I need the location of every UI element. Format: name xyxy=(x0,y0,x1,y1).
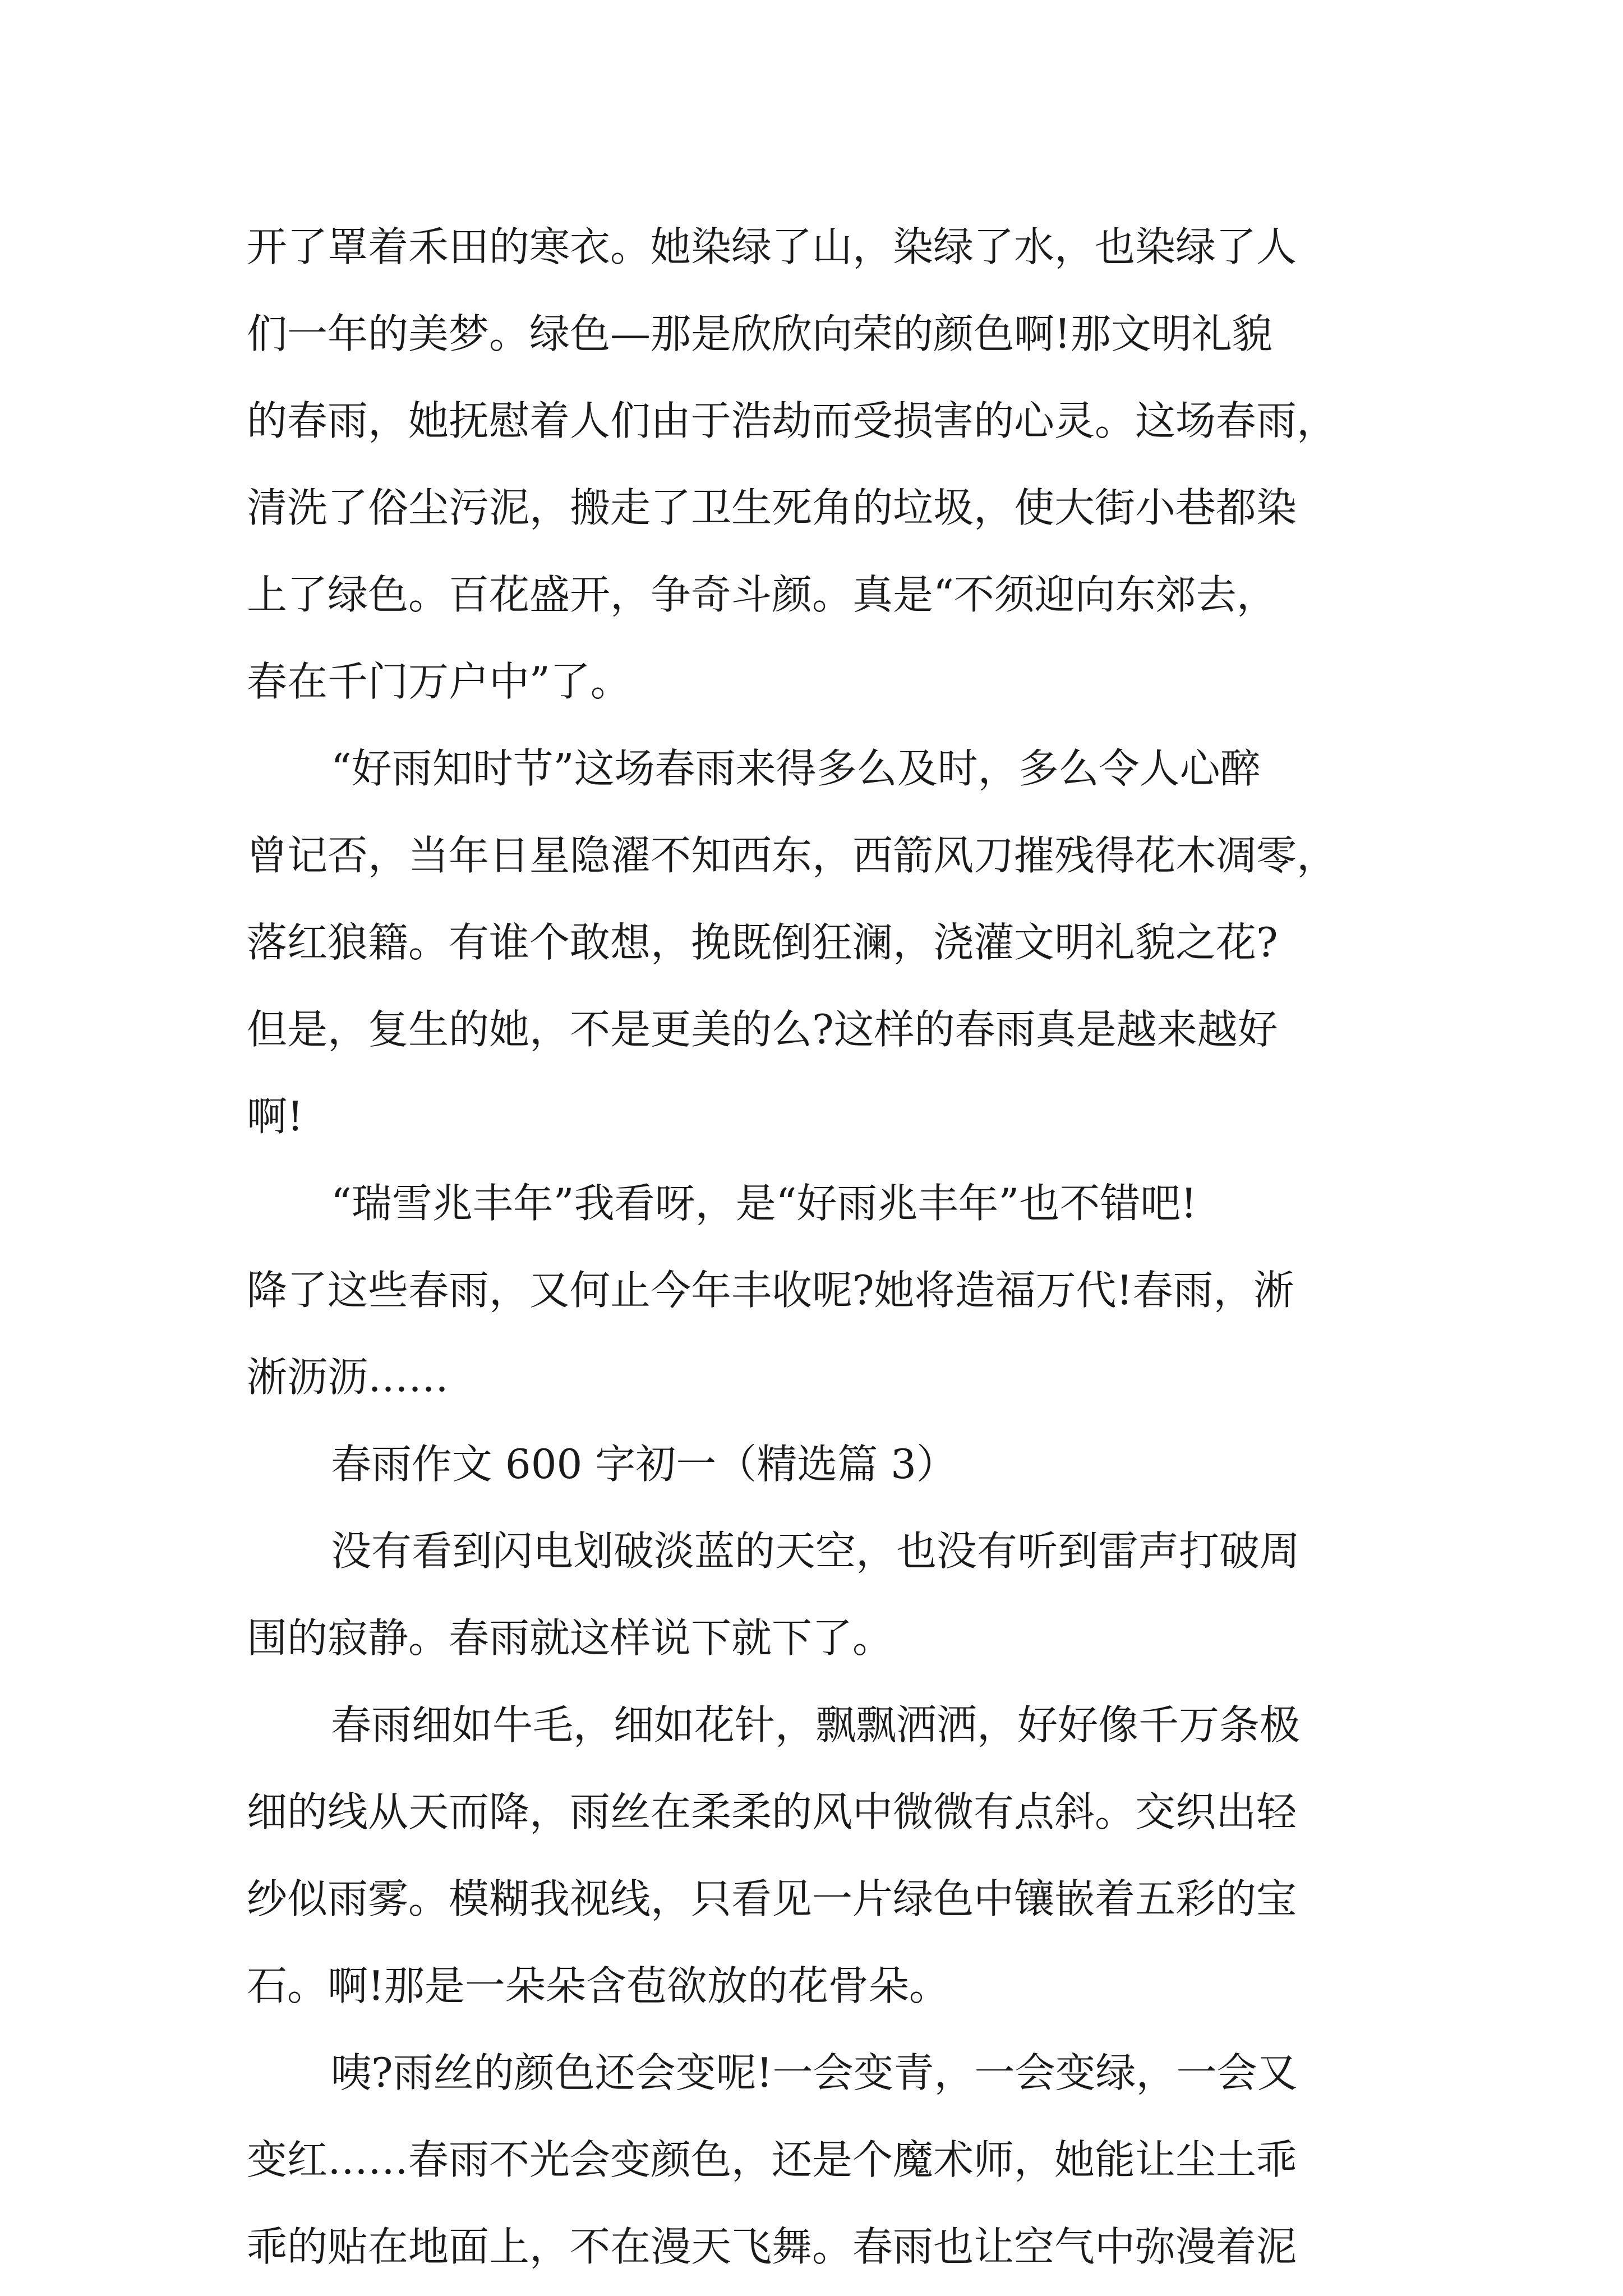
text-line: 变红……春雨不光会变颜色，还是个魔术师，她能让尘土乖 xyxy=(247,2136,1297,2183)
text-line: 们一年的美梦。绿色—那是欣欣向荣的颜色啊!那文明礼貌 xyxy=(247,310,1272,357)
text-line: 落红狼籍。有谁个敢想，挽既倒狂澜，浇灌文明礼貌之花? xyxy=(247,919,1278,966)
paragraph-start-line: 春雨细如牛毛，细如花针，飘飘洒洒，好好像千万条极 xyxy=(331,1701,1301,1749)
text-line: 清洗了俗尘污泥，搬走了卫生死角的垃圾，使大街小巷都染 xyxy=(247,484,1297,531)
text-line: 春在千门万户中”了。 xyxy=(247,658,631,705)
text-line: 围的寂静。春雨就这样说下就下了。 xyxy=(247,1614,893,1662)
paragraph-start-line: “瑞雪兆丰年”我看呀，是“好雨兆丰年”也不错吧! xyxy=(331,1180,1197,1227)
text-line: 的春雨，她抚慰着人们由于浩劫而受损害的心灵。这场春雨， xyxy=(247,397,1338,444)
text-line: 但是，复生的她，不是更美的么?这样的春雨真是越来越好 xyxy=(247,1006,1278,1053)
text-line: 啊! xyxy=(247,1093,303,1140)
text-line: 纱似雨雾。模糊我视线，只看见一片绿色中镶嵌着五彩的宝 xyxy=(247,1875,1297,1922)
section-heading: 春雨作文 600 字初一（精选篇 3） xyxy=(331,1441,957,1488)
text-line: 淅沥沥…… xyxy=(247,1354,449,1401)
text-line: 细的线从天而降，雨丝在柔柔的风中微微有点斜。交织出轻 xyxy=(247,1788,1297,1835)
paragraph-start-line: “好雨知时节”这场春雨来得多么及时，多么令人心醉 xyxy=(331,745,1261,792)
paragraph-start-line: 咦?雨丝的颜色还会变呢!一会变青，一会变绿，一会又 xyxy=(331,2049,1298,2096)
text-line: 乖的贴在地面上，不在漫天飞舞。春雨也让空气中弥漫着泥 xyxy=(247,2223,1297,2270)
paragraph-start-line: 没有看到闪电划破淡蓝的天空，也没有听到雷声打破周 xyxy=(331,1527,1301,1575)
text-line: 上了绿色。百花盛开，争奇斗颜。真是“不须迎向东郊去， xyxy=(247,571,1277,618)
text-line: 曾记否，当年日星隐濯不知西东，西箭风刀摧残得花木凋零， xyxy=(247,832,1338,879)
text-line: 石。啊!那是一朵朵含苞欲放的花骨朵。 xyxy=(247,1962,949,2009)
text-line: 降了这些春雨，又何止今年丰收呢?她将造福万代!春雨，淅 xyxy=(247,1267,1294,1314)
text-line: 开了罩着禾田的寒衣。她染绿了山，染绿了水，也染绿了人 xyxy=(247,223,1297,270)
